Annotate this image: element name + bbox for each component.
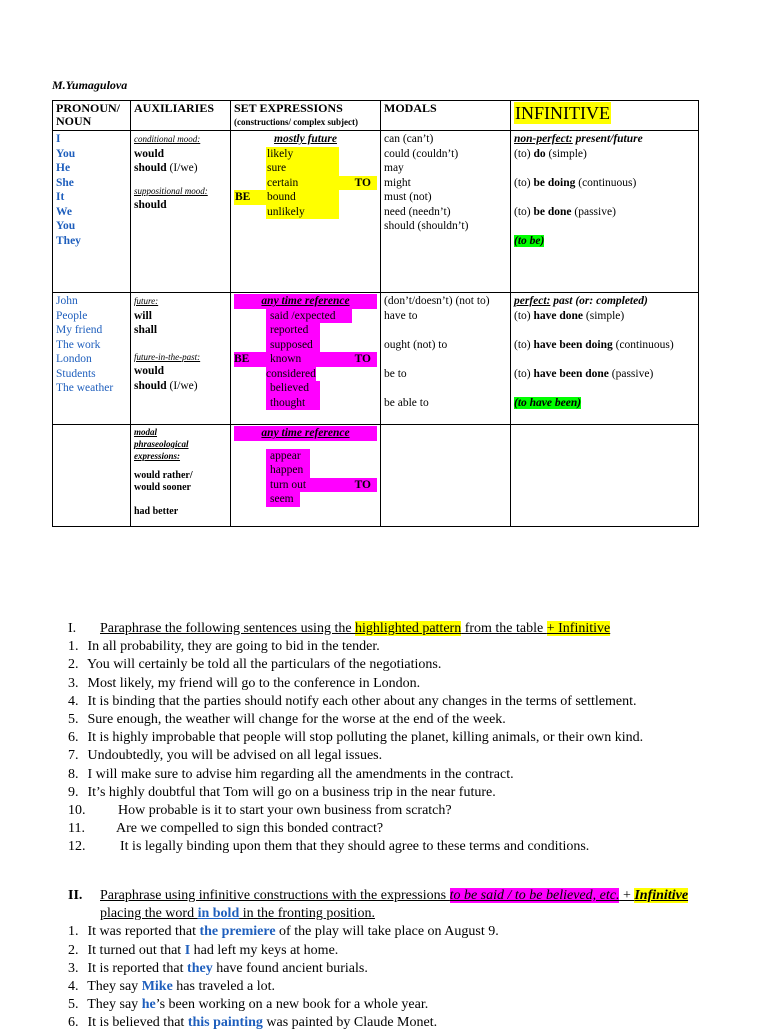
- infinitive-title-rest: past (or: completed): [550, 295, 648, 307]
- item-number: 4.: [68, 979, 79, 995]
- grammar-table: [52, 100, 699, 527]
- set-section-title: any time reference: [234, 426, 377, 441]
- empty-cell: [53, 425, 131, 527]
- aux-label: modal phraseological expressions:: [134, 427, 189, 461]
- infinitive-form-highlighted: [514, 396, 695, 411]
- item-number: 7.: [68, 748, 79, 764]
- inf-form: have been done: [533, 367, 609, 380]
- item-text: It turned out that: [87, 942, 185, 958]
- aux-label: future-in-the-past:: [134, 351, 201, 362]
- pronoun-list: [53, 131, 131, 293]
- instruction-highlight: highlighted pattern: [355, 621, 462, 636]
- to-label: TO: [355, 176, 377, 191]
- item-bold-word: the premiere: [199, 924, 276, 940]
- modal-item: may: [384, 162, 404, 174]
- expression-item: turn out: [266, 478, 355, 493]
- infinitive-title-label: perfect:: [514, 295, 551, 307]
- inf-prefix: (to): [514, 176, 534, 189]
- header-set-subtitle: (constructions/ complex subject): [234, 117, 358, 127]
- pronoun-item: I: [56, 133, 61, 145]
- infinitive-cell: [511, 131, 699, 293]
- expr-column: [234, 449, 377, 507]
- item-text: It is highly improbable that people will stop polluting the planet, killing animals, or their own kind.: [87, 730, 644, 746]
- infinitive-title: [514, 132, 695, 147]
- item-number: 2.: [68, 657, 79, 673]
- expr-to-line: [266, 478, 377, 493]
- header-infinitive-cell: [511, 101, 699, 131]
- aux-item: would rather/: [134, 470, 193, 481]
- item-text: Most likely, my friend will go to the conference in London.: [87, 675, 421, 691]
- noun-item: London: [56, 353, 92, 365]
- pronoun-item: It: [56, 191, 65, 203]
- aux-item: should: [134, 199, 167, 211]
- aux-iwe: (I/we): [169, 379, 198, 392]
- inf-form: do: [533, 147, 546, 160]
- be-label: BE: [234, 352, 266, 367]
- table-row: [53, 425, 699, 527]
- auxiliaries-cell: [131, 131, 231, 293]
- set-expressions-cell: [231, 131, 381, 293]
- inf-prefix: (to): [514, 205, 534, 218]
- item-text: Are we compelled to sign this bonded contract?: [116, 821, 384, 837]
- aux-should: should: [134, 379, 167, 392]
- expr-to-line: [266, 176, 377, 191]
- expression-item: supposed: [266, 338, 320, 353]
- list-item: [68, 638, 643, 656]
- pronoun-item: She: [56, 176, 74, 189]
- item-text: They say: [87, 997, 142, 1013]
- modal-item: ought (not) to: [384, 338, 448, 351]
- inf-type: (simple): [545, 147, 587, 160]
- item-text: was painted by Claude Monet.: [262, 1015, 438, 1031]
- infinitive-form: [514, 147, 695, 162]
- modal-item: be able to: [384, 396, 429, 409]
- item-text: You will certainly be told all the particulars of the negotiations.: [86, 657, 442, 673]
- infinitive-form: [514, 176, 695, 191]
- modal-item: should (shouldn’t): [384, 220, 469, 232]
- item-number: 1.: [68, 924, 79, 940]
- author-name: M.Yumagulova: [52, 78, 128, 92]
- item-text: have found ancient burials.: [212, 960, 368, 976]
- header-set-expressions: [231, 101, 381, 131]
- item-number: 11.: [68, 821, 85, 837]
- item-bold-word: he: [141, 997, 156, 1013]
- instruction-text: in the fronting position.: [239, 906, 375, 922]
- instruction-text: +: [619, 888, 635, 903]
- item-text: It is reported that: [87, 960, 188, 976]
- inf-type: (passive): [608, 367, 654, 380]
- item-text: In all probability, they are going to bid in the tender.: [87, 639, 380, 655]
- modal-item: could (couldn’t): [384, 147, 459, 160]
- expression-item: unlikely: [266, 205, 339, 220]
- aux-label: conditional mood:: [134, 134, 201, 144]
- expression-item: bound: [266, 190, 339, 205]
- header-set-title: SET EXPRESSIONS: [234, 101, 343, 115]
- be-column: [234, 161, 266, 205]
- aux-item: will: [134, 309, 152, 322]
- item-number: 9.: [68, 784, 79, 800]
- aux-item: shall: [134, 324, 158, 336]
- list-item: [68, 747, 643, 765]
- modals-cell: [381, 131, 511, 293]
- item-text: ’s been working on a new book for a whole year.: [155, 997, 429, 1013]
- item-text: Undoubtedly, you will be advised on all legal issues.: [87, 748, 383, 764]
- inf-havebeen: (to have been): [514, 396, 582, 409]
- item-number: 1.: [68, 639, 79, 655]
- list-item: [68, 766, 643, 784]
- pronoun-item: You: [56, 147, 76, 160]
- inf-form: have done: [533, 309, 584, 322]
- list-item: [68, 942, 688, 960]
- expression-item: said /expected: [266, 309, 352, 324]
- item-bold-word: I: [184, 942, 191, 958]
- item-text: They say: [87, 979, 142, 995]
- infinitive-cell: [511, 293, 699, 425]
- inf-prefix: (to): [514, 147, 534, 160]
- infinitive-form: [514, 367, 695, 382]
- pronoun-item: You: [56, 220, 76, 232]
- infinitive-title-label: non-perfect:: [514, 133, 573, 145]
- set-section-title: any time reference: [234, 294, 377, 309]
- item-bold-word: this painting: [187, 1015, 263, 1031]
- instruction-highlight: Infinitive: [634, 888, 689, 903]
- modal-item: need (needn’t): [384, 205, 451, 218]
- item-number: 10.: [68, 803, 86, 819]
- expression-item: happen: [266, 463, 310, 478]
- noun-list: [53, 293, 131, 425]
- exercise-2-instruction-line2: [68, 905, 688, 923]
- infinitive-form: [514, 205, 695, 220]
- item-text: It is believed that: [87, 1015, 188, 1031]
- list-item: [68, 802, 643, 820]
- pronoun-item: He: [56, 162, 71, 174]
- aux-item: would sooner: [134, 482, 191, 493]
- be-label: BE: [234, 190, 266, 205]
- modal-item: can (can’t): [384, 133, 434, 145]
- instruction-text: placing the word: [100, 906, 198, 922]
- noun-item: People: [56, 309, 88, 322]
- list-item: [68, 711, 643, 729]
- aux-item: [134, 161, 227, 176]
- aux-item: would: [134, 147, 165, 160]
- table-header-row: [53, 101, 699, 131]
- aux-should: should: [134, 162, 167, 174]
- inf-type: (passive): [571, 205, 616, 218]
- inf-form: be doing: [533, 176, 576, 189]
- aux-item: [134, 379, 227, 394]
- list-item: [68, 820, 643, 838]
- infinitive-title-rest: present/future: [572, 133, 643, 145]
- to-label: TO: [355, 478, 377, 493]
- be-to-group: [234, 147, 377, 220]
- header-auxiliaries: AUXILIARIES: [131, 101, 231, 131]
- modal-item: might: [384, 176, 411, 189]
- instruction-text: from the table: [461, 621, 547, 636]
- item-text: How probable is it to start your own business from scratch?: [118, 803, 452, 819]
- item-number: 8.: [68, 766, 79, 782]
- expr-column: [234, 309, 377, 353]
- be-to-line: [234, 352, 377, 367]
- table-row: [53, 131, 699, 293]
- aux-item: would: [134, 365, 165, 377]
- item-number: 5.: [68, 712, 79, 728]
- exercise-2-instruction: [68, 887, 688, 905]
- instruction-text: Paraphrase using infinitive constructions with the expressions: [100, 888, 450, 903]
- modals-cell: [381, 293, 511, 425]
- header-modals: MODALS: [381, 101, 511, 131]
- item-text: It was reported that: [87, 924, 200, 940]
- infinitive-form: [514, 338, 695, 353]
- inf-type: (continuous): [575, 176, 637, 189]
- instruction-highlight: + Infinitive: [546, 621, 611, 636]
- header-infinitive: INFINITIVE: [515, 103, 610, 123]
- item-number: 4.: [68, 693, 79, 709]
- aux-iwe: (I/we): [169, 162, 198, 174]
- list-item: [68, 996, 688, 1014]
- inf-form: have been doing: [533, 338, 613, 351]
- item-text: of the play will take place on August 9.: [275, 924, 499, 940]
- modal-item: (don’t/doesn’t) (not to): [384, 295, 490, 307]
- set-expressions-cell: [231, 425, 381, 527]
- list-item: [68, 784, 643, 802]
- list-item: [68, 656, 643, 674]
- modal-item: must (not): [384, 191, 432, 203]
- exercise-1-instruction: [68, 620, 643, 638]
- list-item: [68, 978, 688, 996]
- table-row: [53, 293, 699, 425]
- aux-label: future:: [134, 296, 159, 306]
- inf-type: (simple): [583, 309, 625, 322]
- auxiliaries-cell: [131, 425, 231, 527]
- item-bold-word: they: [187, 960, 213, 976]
- empty-cell: [511, 425, 699, 527]
- expression-item: seem: [266, 492, 300, 507]
- list-item: [68, 729, 643, 747]
- inf-prefix: (to): [514, 309, 534, 322]
- list-item: [68, 923, 688, 941]
- auxiliaries-cell: [131, 293, 231, 425]
- infinitive-title: [514, 294, 695, 309]
- expression-item: sure: [266, 161, 339, 176]
- expression-item: believed: [266, 381, 320, 396]
- expression-item: thought: [266, 396, 320, 411]
- item-text: It is legally binding upon them that they should agree to these terms and conditions.: [120, 839, 590, 855]
- pronoun-item: They: [56, 234, 81, 247]
- list-item: [68, 693, 643, 711]
- list-item: [68, 675, 643, 693]
- infinitive-form: [514, 309, 695, 324]
- infinitive-form-highlighted: [514, 234, 695, 249]
- item-number: 6.: [68, 1015, 79, 1031]
- noun-item: The work: [56, 338, 101, 351]
- item-number: 2.: [68, 942, 79, 958]
- expression-item: certain: [266, 176, 355, 191]
- inf-type: (continuous): [612, 338, 674, 351]
- aux-label: suppositional mood:: [134, 185, 208, 196]
- item-text: It’s highly doubtful that Tom will go on a business trip in the near future.: [87, 784, 496, 800]
- inf-prefix: (to): [514, 367, 534, 380]
- expr-column: [234, 367, 377, 411]
- exercise-1: [68, 620, 643, 857]
- exercise-number: I.: [68, 621, 77, 636]
- list-item: [68, 838, 643, 856]
- modal-item: have to: [384, 309, 418, 322]
- item-text: It is binding that the parties should notify each other about any changes in the terms of settlement.: [87, 693, 637, 709]
- exercise-2: [68, 887, 688, 1033]
- item-number: 3.: [68, 675, 79, 691]
- expression-item: reported: [266, 323, 320, 338]
- expression-item: known: [266, 352, 355, 367]
- item-number: 12.: [68, 839, 86, 855]
- item-number: 5.: [68, 997, 79, 1013]
- instruction-text: Paraphrase the following sentences using the: [100, 621, 356, 636]
- item-bold-word: Mike: [141, 979, 173, 995]
- inf-form: be done: [533, 205, 572, 218]
- list-item: [68, 960, 688, 978]
- aux-item: had better: [134, 506, 179, 517]
- to-label: TO: [355, 352, 377, 367]
- item-number: 3.: [68, 960, 79, 976]
- modal-item: be to: [384, 367, 407, 380]
- expr-column: [266, 147, 377, 220]
- item-number: 6.: [68, 730, 79, 746]
- instruction-bold: in bold: [197, 906, 240, 922]
- item-text: has traveled a lot.: [172, 979, 276, 995]
- item-text: Sure enough, the weather will change for the worse at the end of the week.: [87, 712, 506, 728]
- expression-item: likely: [266, 147, 339, 162]
- expression-item: appear: [266, 449, 310, 464]
- set-expressions-cell: [231, 293, 381, 425]
- item-text: had left my keys at home.: [190, 942, 339, 958]
- set-section-title: mostly future: [274, 133, 337, 145]
- expression-item: considered: [266, 367, 316, 380]
- empty-cell: [381, 425, 511, 527]
- inf-tobe: (to be): [514, 234, 545, 247]
- item-text: I will make sure to advise him regarding all the amendments in the contract.: [87, 766, 514, 782]
- inf-prefix: (to): [514, 338, 534, 351]
- noun-item: Students: [56, 367, 96, 380]
- exercise-number: II.: [68, 888, 83, 903]
- noun-item: My friend: [56, 324, 103, 336]
- noun-item: John: [56, 295, 78, 307]
- header-pronoun: PRONOUN/ NOUN: [53, 101, 131, 131]
- noun-item: The weather: [56, 382, 114, 394]
- pronoun-item: We: [56, 205, 72, 218]
- instruction-highlight: to be said / to be believed, etc.: [449, 888, 620, 903]
